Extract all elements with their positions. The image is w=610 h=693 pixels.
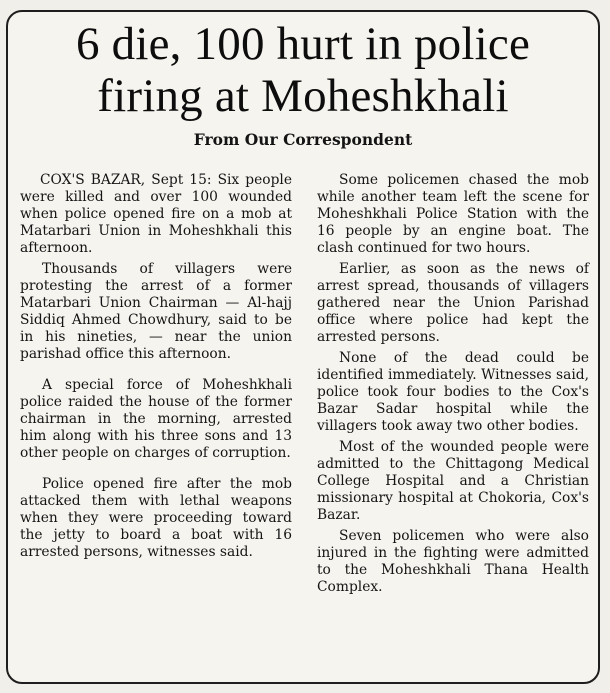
paragraph: A special force of Moheshkhali police raided the house of the former chairman in the morning, arrested him along with his three sons and 13 other people on charges of corruption. — [20, 377, 292, 461]
headline-line-1: 6 die, 100 hurt in police — [75, 18, 531, 70]
paragraph: Seven policemen who were also injured in the fighting were admitted to the Moheshkhali Thana Health Complex. — [317, 528, 589, 595]
paragraph: None of the dead could be identified immediately. Witnesses said, police took four bodies to the Cox's Bazar Sadar hospital while the villagers took away two other bodies. — [317, 350, 589, 434]
paragraph: Most of the wounded people were admitted to the Chittagong Medical College Hospital and a Christian missionary hospital at Chokoria, Cox's Bazar. — [317, 439, 589, 523]
paragraph: Some policemen chased the mob while another team left the scene for Moheshkhali Police Station with the 16 people by an engine boat. The clash continued for two hours. — [317, 172, 589, 256]
paragraph: Thousands of villagers were protesting the arrest of a former Matarbari Union Chairman — Al-hajj Siddiq Ahmed Chowdhury, said to be in his nineties, — near the union parishad office this afternoon. — [20, 261, 292, 362]
left-column — [20, 172, 292, 565]
right-column — [317, 172, 589, 600]
headline — [14, 18, 592, 122]
paragraph: Police opened fire after the mob attacked them with lethal weapons when they were proceeding toward the jetty to board a boat with 16 arrested persons, witnesses said. — [20, 476, 292, 560]
headline-line-2: firing at Moheshkhali — [97, 70, 509, 122]
newspaper-clipping — [6, 10, 600, 684]
byline: From Our Correspondent — [193, 130, 413, 149]
paragraph: Earlier, as soon as the news of arrest spread, thousands of villagers gathered near the Union Parishad office where police had kept the arrested persons. — [317, 261, 589, 345]
article-body — [8, 172, 598, 682]
paragraph-dateline: COX'S BAZAR, Sept 15: Six people were killed and over 100 wounded when police opened fire on a mob at Matarbari Union in Moheshkhali this afternoon. — [20, 172, 292, 256]
